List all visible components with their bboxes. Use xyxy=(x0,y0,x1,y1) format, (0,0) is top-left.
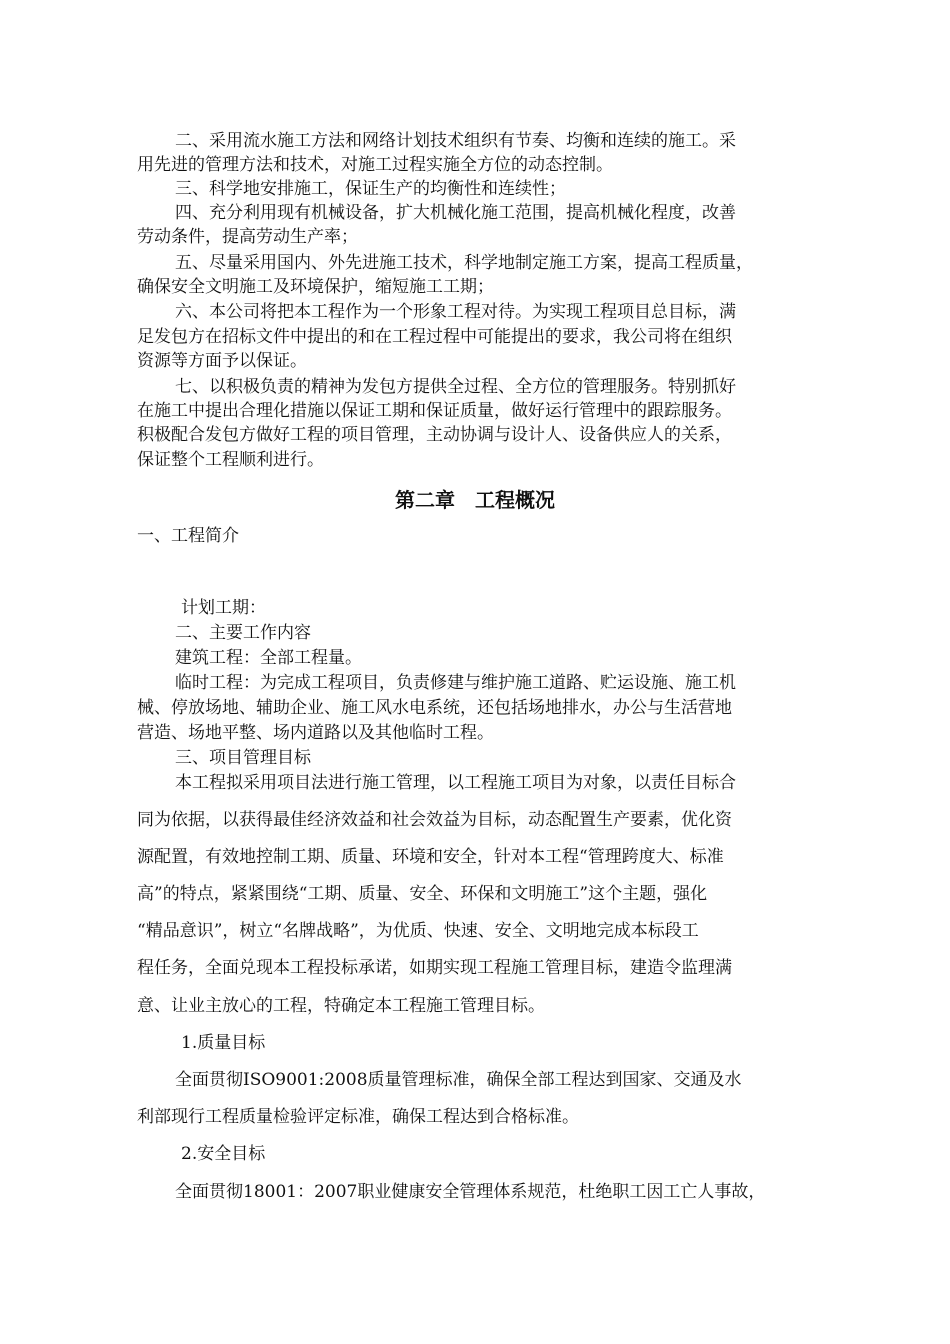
paragraph-line: “精品意识”，树立“名牌战略”，为优质、快速、安全、文明地完成本标段工 xyxy=(137,921,699,941)
paragraph-line: 二、采用流水施工方法和网络计划技术组织有节奏、均衡和连续的施工。采 xyxy=(175,131,736,151)
paragraph-line: 械、停放场地、辅助企业、施工风水电系统，还包括场地排水，办公与生活营地 xyxy=(137,698,732,718)
paragraph-line: 同为依据，以获得最佳经济效益和社会效益为目标，动态配置生产要素，优化资 xyxy=(137,810,732,830)
paragraph-line: 劳动条件，提高劳动生产率； xyxy=(137,227,358,247)
paragraph-line: 高”的特点，紧紧围绕“工期、质量、安全、环保和文明施工”这个主题，强化 xyxy=(137,884,708,904)
subsection-heading: 2.安全目标 xyxy=(181,1144,266,1164)
paragraph-line: 资源等方面予以保证。 xyxy=(137,351,307,371)
paragraph-line: 利部现行工程质量检验评定标准，确保工程达到合格标准。 xyxy=(137,1107,579,1127)
paragraph-line: 确保安全文明施工及环境保护，缩短施工工期； xyxy=(137,277,494,297)
paragraph-line: 临时工程：为完成工程项目，负责修建与维护施工道路、贮运设施、施工机 xyxy=(175,673,736,693)
paragraph-line: 五、尽量采用国内、外先进施工技术，科学地制定施工方案，提高工程质量， xyxy=(175,253,753,273)
paragraph-line: 在施工中提出合理化措施以保证工期和保证质量，做好运行管理中的跟踪服务。 xyxy=(137,401,732,421)
paragraph-line: 四、充分利用现有机械设备，扩大机械化施工范围，提高机械化程度，改善 xyxy=(175,203,736,223)
paragraph-line: 营造、场地平整、场内道路以及其他临时工程。 xyxy=(137,723,494,743)
paragraph-line: 六、本公司将把本工程作为一个形象工程对待。为实现工程项目总目标，满 xyxy=(175,302,736,322)
paragraph-line: 全面贯彻18001：2007职业健康安全管理体系规范，杜绝职工因工亡人事故， xyxy=(175,1182,766,1202)
paragraph-line: 计划工期： xyxy=(181,598,266,618)
paragraph-line: 用先进的管理方法和技术，对施工过程实施全方位的动态控制。 xyxy=(137,155,613,175)
paragraph-line: 积极配合发包方做好工程的项目管理，主动协调与设计人、设备供应人的关系， xyxy=(137,425,732,445)
section-heading: 一、工程简介 xyxy=(137,526,239,546)
paragraph-line: 源配置，有效地控制工期、质量、环境和安全，针对本工程“管理跨度大、标准 xyxy=(137,847,724,867)
paragraph-line: 三、科学地安排施工，保证生产的均衡性和连续性； xyxy=(175,179,566,199)
paragraph-line: 保证整个工程顺利进行。 xyxy=(137,450,324,470)
paragraph-line: 七、以积极负责的精神为发包方提供全过程、全方位的管理服务。特别抓好 xyxy=(175,377,736,397)
section-heading: 三、项目管理目标 xyxy=(175,748,311,768)
section-heading: 二、主要工作内容 xyxy=(175,623,311,643)
paragraph-line: 建筑工程：全部工程量。 xyxy=(175,648,362,668)
paragraph-line: 意、让业主放心的工程，特确定本工程施工管理目标。 xyxy=(137,996,545,1016)
chapter-heading: 第二章 工程概况 xyxy=(395,488,555,512)
subsection-heading: 1.质量目标 xyxy=(181,1033,266,1053)
paragraph-line: 程任务，全面兑现本工程投标承诺，如期实现工程施工管理目标，建造令监理满 xyxy=(137,958,732,978)
paragraph-line: 全面贯彻ISO9001:2008质量管理标准，确保全部工程达到国家、交通及水 xyxy=(175,1070,742,1090)
paragraph-line: 足发包方在招标文件中提出的和在工程过程中可能提出的要求，我公司将在组织 xyxy=(137,327,732,347)
paragraph-line: 本工程拟采用项目法进行施工管理，以工程施工项目为对象，以责任目标合 xyxy=(175,773,736,793)
